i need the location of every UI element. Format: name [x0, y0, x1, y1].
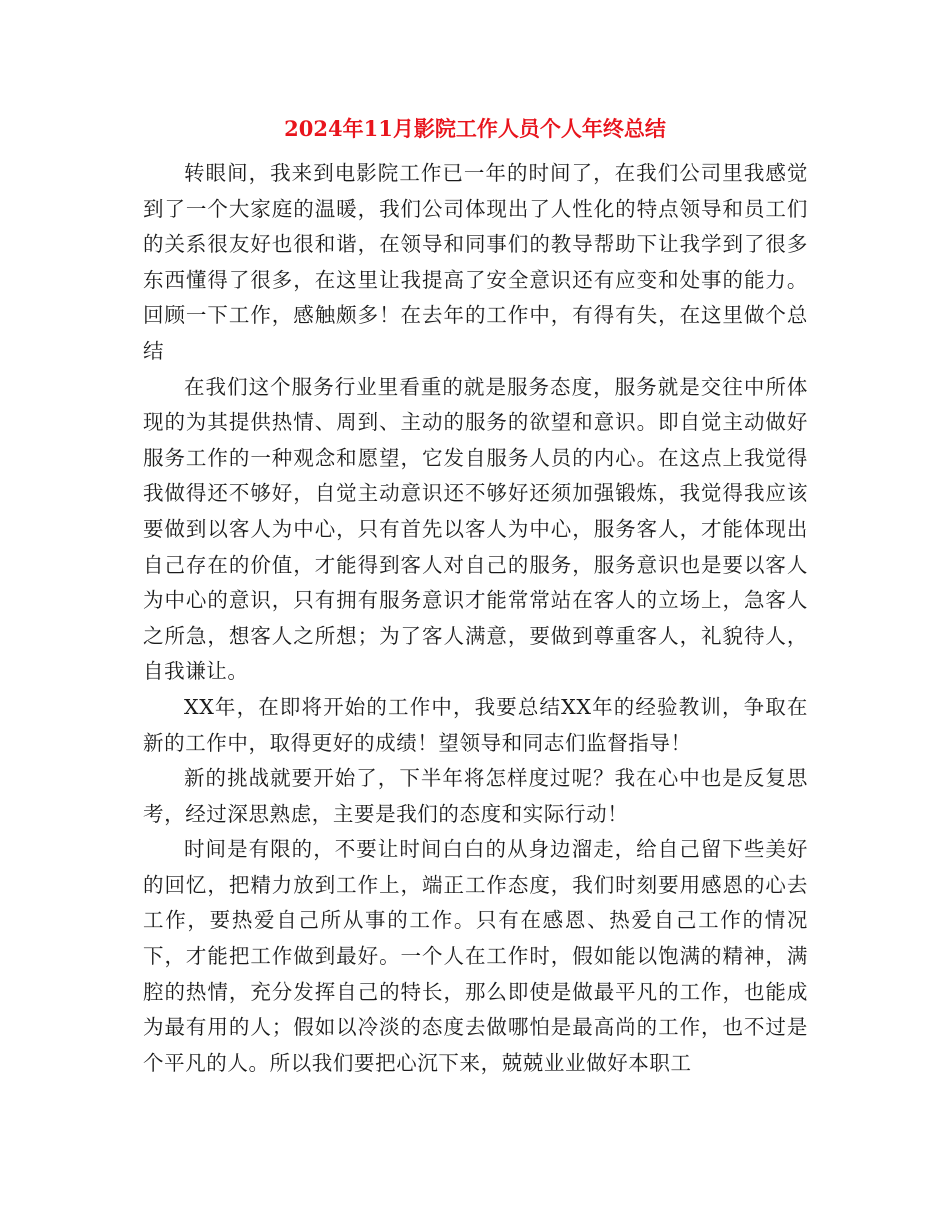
paragraph-5: 时间是有限的，不要让时间白白的从身边溜走，给自己留下些美好的回忆，把精力放到工作上，端正工作态度，我们时刻要用感恩的心去工作，要热爱自己所从事的工作。只有在感恩、热爱自己工作的情况下，才能把工作做到最好。一个人在工作时，假如能以饱满的精神，满腔的热情，充分发挥自己的特长，那么即使是做最平凡的工作，也能成为最有用的人；假如以冷淡的态度去做哪怕是最高尚的工作，也不过是个平凡的人。所以我们要把心沉下来，兢兢业业做好本职工 [143, 837, 808, 1075]
paragraph-4: 新的挑战就要开始了，下半年将怎样度过呢？我在心中也是反复思考，经过深思熟虑，主要是我们的态度和实际行动！ [143, 766, 808, 826]
paragraph-2: 在我们这个服务行业里看重的就是服务态度，服务就是交往中所体现的为其提供热情、周到、主动的服务的欲望和意识。即自觉主动做好服务工作的一种观念和愿望，它发自服务人员的内心。在这点上我觉得我做得还不够好，自觉主动意识还不够好还须加强锻炼，我觉得我应该要做到以客人为中心，只有首先以客人为中心，服务客人，才能体现出自己存在的价值，才能得到客人对自己的服务，服务意识也是要以客人为中心的意识，只有拥有服务意识才能常常站在客人的立场上，急客人之所急，想客人之所想；为了客人满意，要做到尊重客人，礼貌待人，自我谦让。 [143, 374, 808, 684]
paragraph-1: 转眼间，我来到电影院工作已一年的时间了，在我们公司里我感觉到了一个大家庭的温暖，我们公司体现出了人性化的特点领导和员工们的关系很友好也很和谐，在领导和同事们的教导帮助下让我学到了很多东西懂得了很多，在这里让我提高了安全意识还有应变和处事的能力。回顾一下工作，感触颇多！在去年的工作中，有得有失，在这里做个总结 [143, 161, 808, 363]
paragraph-3: XX年，在即将开始的工作中，我要总结XX年的经验教训，争取在新的工作中，取得更好的成绩！望领导和同志们监督指导！ [143, 694, 808, 755]
document-body [143, 156, 808, 1081]
document-title: 2024年11月影院工作人员个人年终总结 [284, 116, 666, 141]
